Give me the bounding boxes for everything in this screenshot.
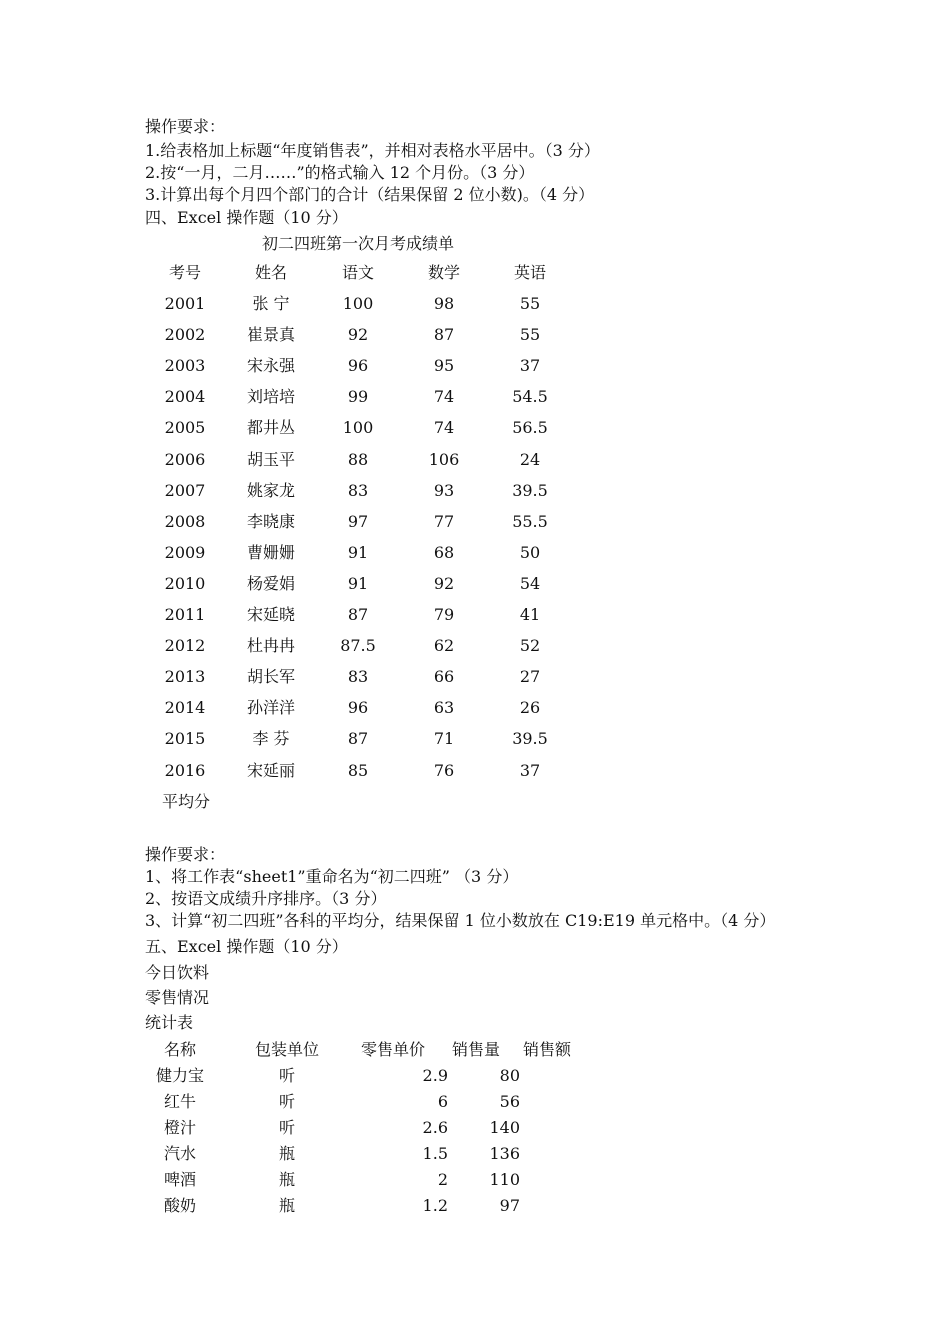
table-cell: 2 — [437, 1170, 448, 1189]
table-cell: 37 — [519, 761, 541, 780]
table-cell: 76 — [433, 761, 455, 780]
column-header: 英语 — [513, 263, 547, 282]
table-cell: 100 — [342, 294, 374, 313]
table-cell: 宋延丽 — [246, 761, 296, 780]
table-cell: 孙洋洋 — [246, 698, 296, 717]
requirements-title: 操作要求： — [145, 845, 226, 864]
table-cell: 6 — [437, 1092, 448, 1111]
table-cell: 2016 — [164, 761, 206, 780]
table-cell: 92 — [433, 574, 455, 593]
column-header: 零售单价 — [360, 1040, 426, 1059]
table-cell: 1.2 — [422, 1196, 448, 1215]
table-cell: 93 — [433, 481, 455, 500]
table-cell: 41 — [519, 605, 541, 624]
table-cell: 2012 — [164, 636, 206, 655]
column-header: 语文 — [341, 263, 375, 282]
table-cell: 91 — [347, 574, 369, 593]
table-cell: 97 — [347, 512, 369, 531]
table-cell: 95 — [433, 356, 455, 375]
column-header: 包装单位 — [254, 1040, 320, 1059]
table-cell: 87 — [347, 605, 369, 624]
column-header: 销售量 — [451, 1040, 501, 1059]
table-cell: 听 — [278, 1092, 296, 1111]
requirement-1: 1.给表格加上标题“年度销售表”，并相对表格水平居中。（3 分） — [145, 141, 600, 160]
table-cell: 姚家龙 — [246, 481, 296, 500]
table-cell: 27 — [519, 667, 541, 686]
requirement-1: 1、将工作表“sheet1”重命名为“初二四班” （3 分） — [145, 867, 519, 886]
table-cell: 96 — [347, 356, 369, 375]
requirement-3: 3.计算出每个月四个部门的合计（结果保留 2 位小数)。（4 分） — [145, 185, 595, 204]
table-cell: 39.5 — [512, 481, 548, 500]
table-cell: 汽水 — [163, 1144, 197, 1163]
table-cell: 2002 — [164, 325, 206, 344]
column-header: 考号 — [168, 263, 202, 282]
table-cell: 1.5 — [422, 1144, 448, 1163]
table-cell: 瓶 — [278, 1144, 296, 1163]
table-cell: 55 — [519, 325, 541, 344]
table-cell: 刘培培 — [246, 387, 296, 406]
table-cell: 崔景真 — [246, 325, 296, 344]
table-cell: 56.5 — [512, 418, 548, 437]
table-cell: 92 — [347, 325, 369, 344]
sheet-title-line-1: 今日饮料 — [145, 963, 210, 982]
table-cell: 83 — [347, 667, 369, 686]
table-cell: 66 — [433, 667, 455, 686]
table-cell: 68 — [433, 543, 455, 562]
table-cell: 37 — [519, 356, 541, 375]
table-cell: 2001 — [164, 294, 206, 313]
table-cell: 杨爱娟 — [246, 574, 296, 593]
table-cell: 2005 — [164, 418, 206, 437]
table-cell: 140 — [489, 1118, 520, 1137]
column-header: 名称 — [163, 1040, 197, 1059]
column-header: 姓名 — [254, 263, 288, 282]
table-cell: 李 芬 — [252, 729, 290, 748]
table-cell: 96 — [347, 698, 369, 717]
requirements-title: 操作要求： — [145, 117, 226, 136]
table-cell: 橙汁 — [163, 1118, 197, 1137]
requirement-2: 2、按语文成绩升序排序。（3 分） — [145, 889, 387, 908]
table-cell: 瓶 — [278, 1196, 296, 1215]
table-cell: 啤酒 — [163, 1170, 197, 1189]
average-label: 平均分 — [162, 792, 211, 811]
table-cell: 2013 — [164, 667, 206, 686]
table-cell: 87 — [433, 325, 455, 344]
section-heading: 五、Excel 操作题（10 分） — [145, 937, 348, 956]
table-cell: 62 — [433, 636, 455, 655]
column-header: 销售额 — [522, 1040, 572, 1059]
table-cell: 2015 — [164, 729, 206, 748]
table-cell: 71 — [433, 729, 455, 748]
table-cell: 听 — [278, 1066, 296, 1085]
table-cell: 52 — [519, 636, 541, 655]
section-heading: 四、Excel 操作题（10 分） — [145, 208, 348, 227]
table-cell: 2009 — [164, 543, 206, 562]
table-cell: 54.5 — [512, 387, 548, 406]
table-cell: 87 — [347, 729, 369, 748]
table-cell: 39.5 — [512, 729, 548, 748]
table-cell: 都井丛 — [246, 418, 296, 437]
table-cell: 健力宝 — [155, 1066, 205, 1085]
table-cell: 李晓康 — [246, 512, 296, 531]
requirement-2: 2.按“一月，二月……”的格式输入 12 个月份。（3 分） — [145, 163, 535, 182]
table-cell: 74 — [433, 387, 455, 406]
table-cell: 2008 — [164, 512, 206, 531]
table-cell: 63 — [433, 698, 455, 717]
table-cell: 55.5 — [512, 512, 548, 531]
table-cell: 2007 — [164, 481, 206, 500]
table-cell: 100 — [342, 418, 374, 437]
table-cell: 宋永强 — [246, 356, 296, 375]
table-cell: 91 — [347, 543, 369, 562]
table-cell: 99 — [347, 387, 369, 406]
table-cell: 2010 — [164, 574, 206, 593]
table-cell: 2006 — [164, 450, 206, 469]
table-cell: 胡长军 — [246, 667, 296, 686]
table-cell: 红牛 — [163, 1092, 197, 1111]
table-cell: 2014 — [164, 698, 206, 717]
table-cell: 97 — [499, 1196, 520, 1215]
table-cell: 79 — [433, 605, 455, 624]
requirement-3: 3、计算“初二四班”各科的平均分，结果保留 1 位小数放在 C19:E19 单元格中。（4 分） — [145, 911, 776, 930]
table-cell: 54 — [519, 574, 541, 593]
sheet-title-line-2: 零售情况 — [145, 988, 210, 1007]
table-cell: 2011 — [164, 605, 206, 624]
table-cell: 50 — [519, 543, 541, 562]
table-cell: 83 — [347, 481, 369, 500]
table-cell: 77 — [433, 512, 455, 531]
table-title: 初二四班第一次月考成绩单 — [261, 234, 455, 253]
table-cell: 87.5 — [340, 636, 376, 655]
sheet-title-line-3: 统计表 — [145, 1013, 194, 1032]
table-cell: 胡玉平 — [246, 450, 296, 469]
table-cell: 2003 — [164, 356, 206, 375]
table-cell: 106 — [428, 450, 460, 469]
table-cell: 98 — [433, 294, 455, 313]
table-cell: 88 — [347, 450, 369, 469]
table-cell: 85 — [347, 761, 369, 780]
table-cell: 80 — [499, 1066, 520, 1085]
column-header: 数学 — [427, 263, 461, 282]
table-cell: 136 — [489, 1144, 520, 1163]
table-cell: 宋延晓 — [246, 605, 296, 624]
table-cell: 张 宁 — [252, 294, 290, 313]
table-cell: 瓶 — [278, 1170, 296, 1189]
table-cell: 55 — [519, 294, 541, 313]
table-cell: 110 — [489, 1170, 520, 1189]
table-cell: 24 — [519, 450, 541, 469]
table-cell: 26 — [519, 698, 541, 717]
table-cell: 2.6 — [422, 1118, 448, 1137]
table-cell: 2004 — [164, 387, 206, 406]
table-cell: 听 — [278, 1118, 296, 1137]
table-cell: 酸奶 — [163, 1196, 197, 1215]
table-cell: 曹姗姗 — [246, 543, 296, 562]
table-cell: 74 — [433, 418, 455, 437]
table-cell: 56 — [499, 1092, 520, 1111]
table-cell: 2.9 — [422, 1066, 448, 1085]
table-cell: 杜冉冉 — [246, 636, 296, 655]
